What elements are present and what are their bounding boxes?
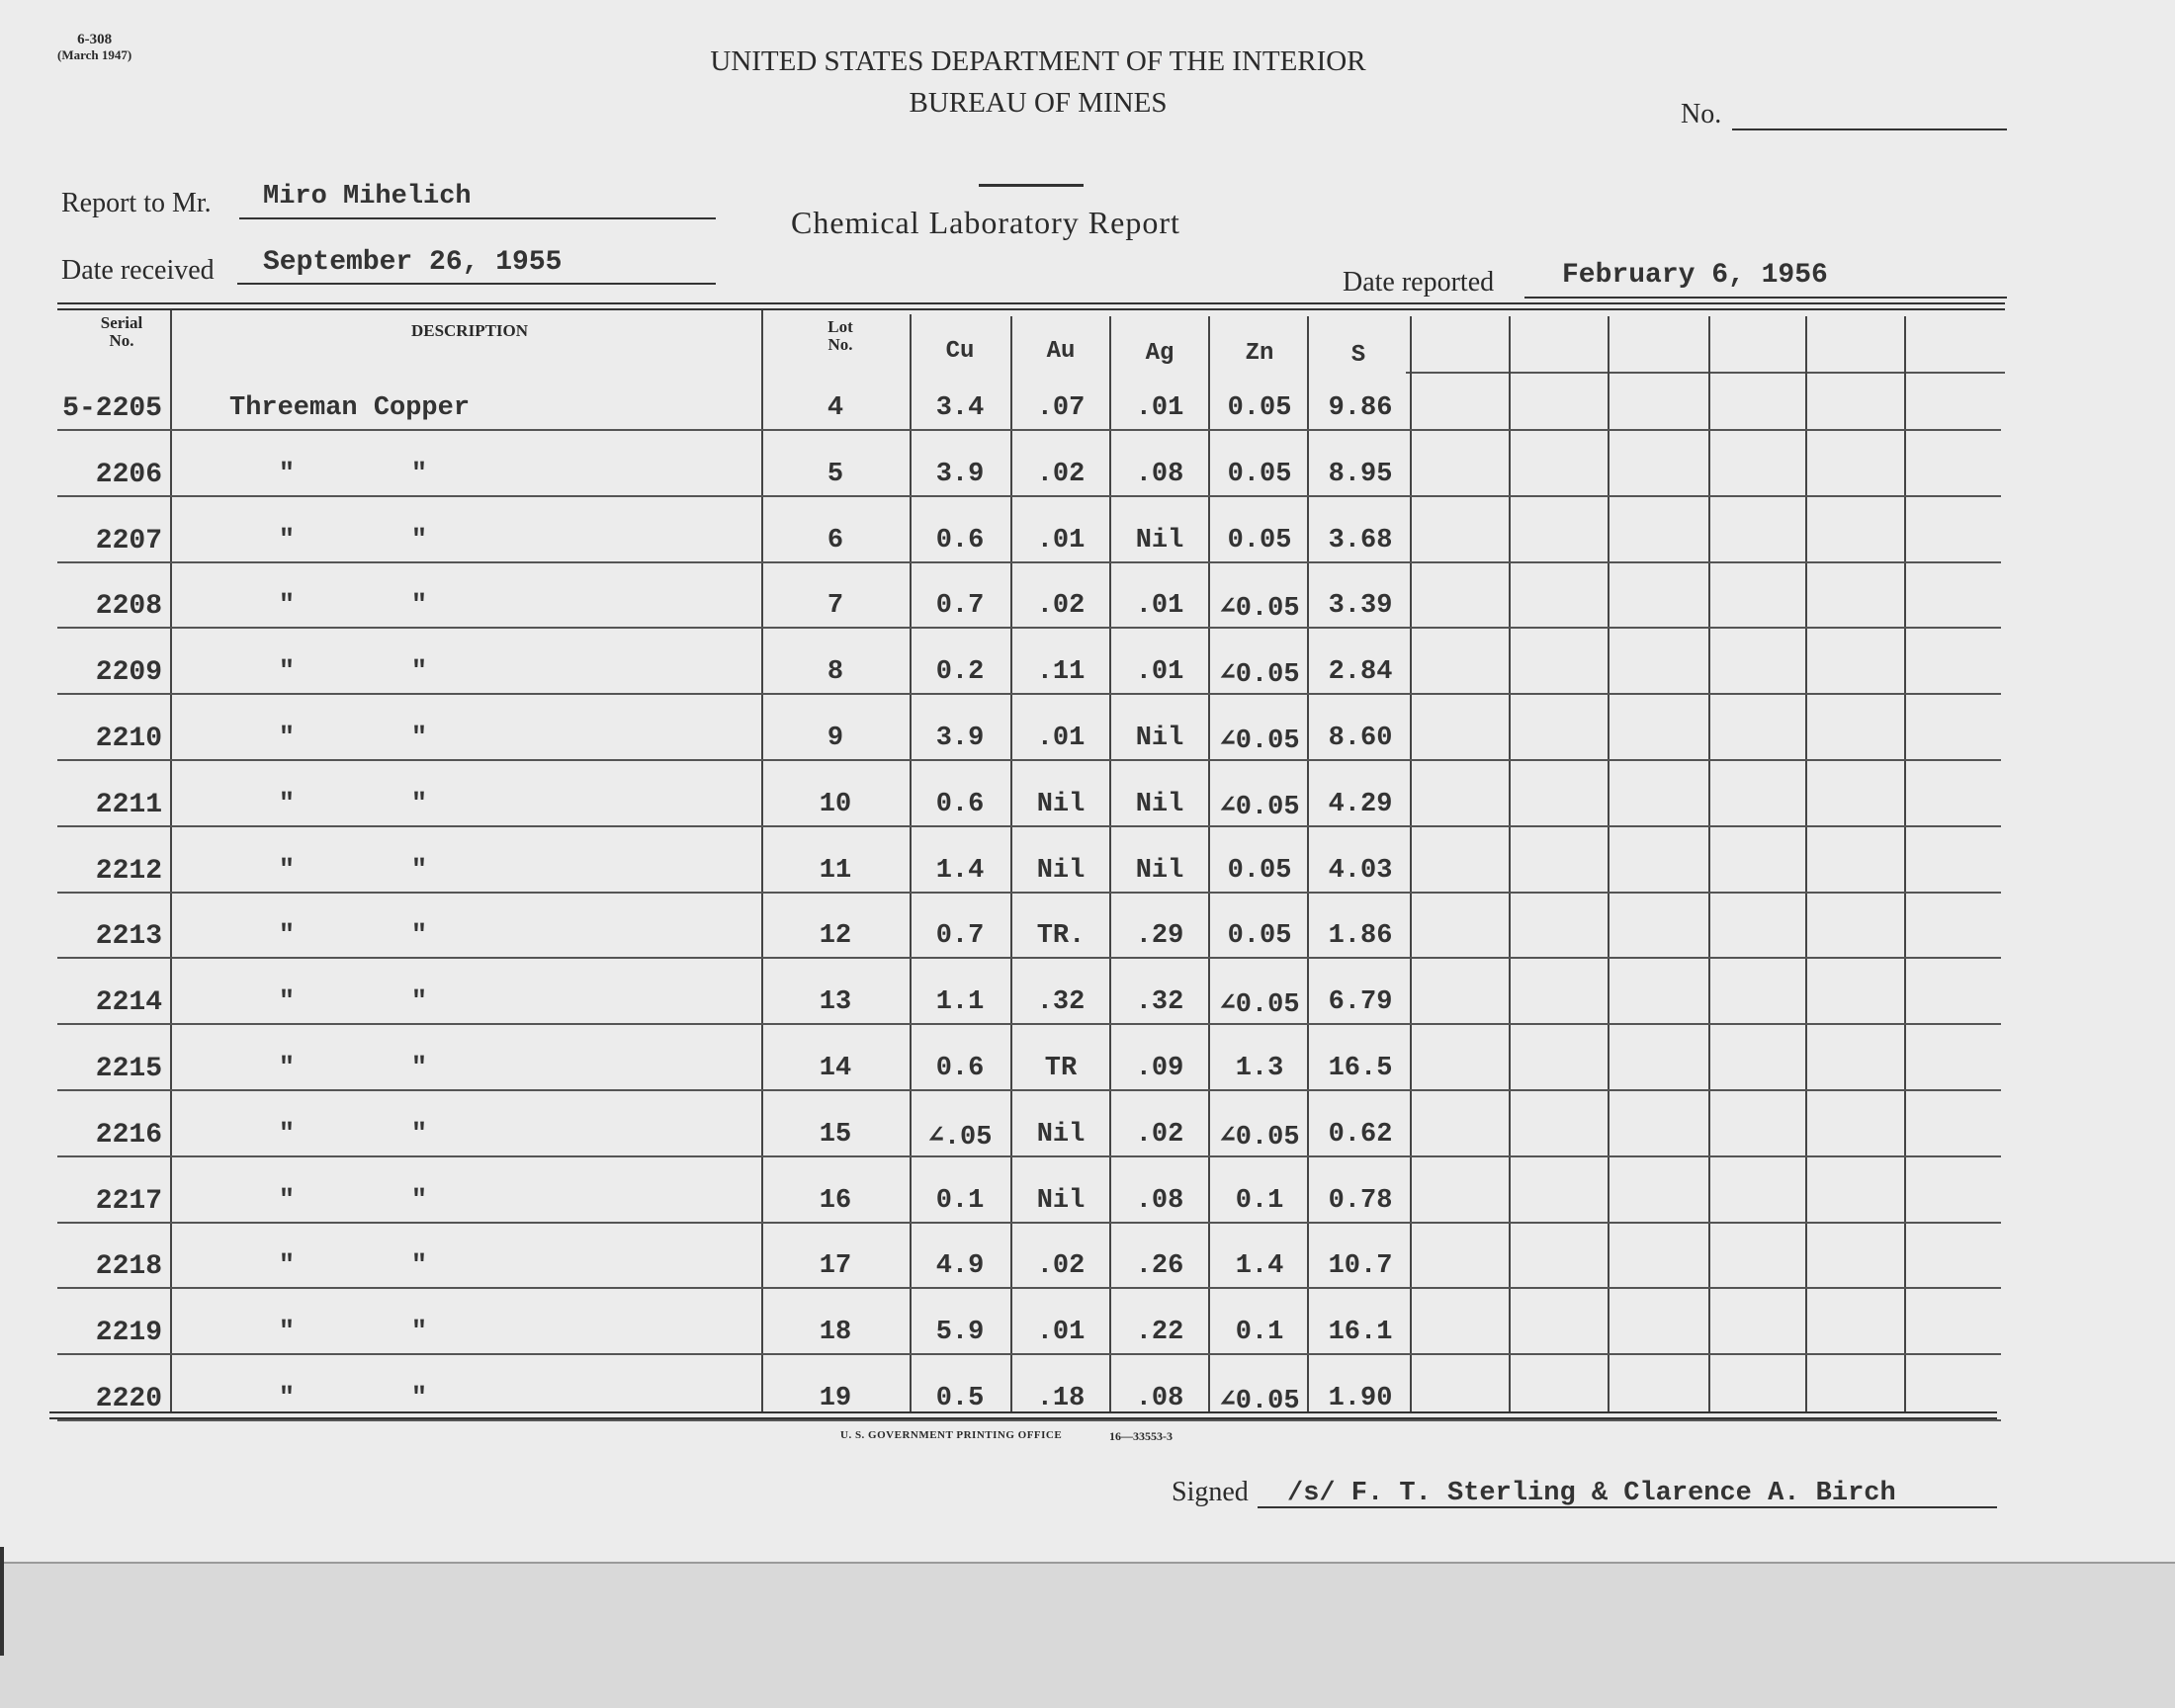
s-cell: 6.79 xyxy=(1328,987,1393,1018)
ditto-mark-left: " xyxy=(278,657,296,688)
cu-cell: 3.9 xyxy=(935,724,985,753)
report-title: Chemical Laboratory Report xyxy=(791,205,1180,240)
form-edition: (March 1947) xyxy=(57,47,132,62)
date-reported-label: Date reported xyxy=(1343,267,1495,298)
date-received-line xyxy=(237,283,716,285)
serial-cell: 5-2205 xyxy=(62,393,162,424)
au-cell: Nil xyxy=(1036,855,1086,886)
cu-header: Cu xyxy=(945,338,975,365)
row-rule xyxy=(57,759,2001,761)
s-cell: 8.95 xyxy=(1328,459,1393,489)
lot-cell: 10 xyxy=(819,789,852,819)
ditto-mark-left: " xyxy=(278,855,296,886)
au-cell: TR. xyxy=(1036,921,1086,952)
cu-cell: ∠.05 xyxy=(927,1122,993,1153)
s-header: S xyxy=(1350,342,1366,369)
au-cell: .11 xyxy=(1036,657,1086,688)
serial-cell: 2214 xyxy=(95,987,162,1019)
serial-cell: 2208 xyxy=(95,591,162,623)
row-rule xyxy=(57,825,2001,827)
zn-cell: ∠0.05 xyxy=(1219,594,1300,625)
ditto-mark-right: " xyxy=(410,789,428,819)
cu-cell: 5.9 xyxy=(935,1318,985,1348)
no-field-line xyxy=(1732,128,2007,130)
signature-value: /s/ F. T. Sterling & Clarence A. Birch xyxy=(1287,1479,1896,1508)
au-cell: TR xyxy=(1044,1054,1078,1083)
ag-cell: .22 xyxy=(1135,1318,1184,1348)
ag-cell: .09 xyxy=(1135,1054,1184,1083)
zn-cell: ∠0.05 xyxy=(1219,1122,1300,1153)
form-number xyxy=(57,32,131,63)
serial-cell: 2209 xyxy=(95,657,162,689)
scan-edge-mark xyxy=(0,1547,4,1656)
serial-cell: 2218 xyxy=(95,1251,162,1283)
au-cell: .02 xyxy=(1036,591,1086,622)
s-cell: 4.29 xyxy=(1328,789,1393,819)
lot-cell: 18 xyxy=(819,1318,852,1348)
form-number-text: 6-308 xyxy=(77,32,113,47)
ditto-mark-right: " xyxy=(410,1251,428,1282)
ditto-mark-right: " xyxy=(410,459,428,489)
lot-cell: 5 xyxy=(826,459,844,489)
header-underline xyxy=(1406,372,2005,374)
description-cell: Threeman Copper xyxy=(229,393,471,423)
row-rule xyxy=(57,1353,2001,1355)
ditto-mark-left: " xyxy=(278,525,296,555)
date-received-value: September 26, 1955 xyxy=(263,247,563,278)
ditto-mark-right: " xyxy=(410,855,428,886)
ditto-mark-right: " xyxy=(410,1185,428,1216)
cu-cell: 0.6 xyxy=(935,525,985,555)
lot-header-line1: Lot xyxy=(827,317,853,336)
row-rule xyxy=(57,1287,2001,1289)
col-divider-blank-3 xyxy=(1708,316,1710,1411)
au-cell: Nil xyxy=(1036,1119,1086,1150)
serial-cell: 2216 xyxy=(95,1119,162,1151)
zn-cell: 1.4 xyxy=(1235,1251,1284,1282)
ditto-mark-left: " xyxy=(278,987,296,1018)
ditto-mark-right: " xyxy=(410,987,428,1018)
ag-cell: Nil xyxy=(1135,789,1184,819)
lot-cell: 13 xyxy=(819,987,852,1018)
row-rule xyxy=(57,957,2001,959)
no-label: No. xyxy=(1681,99,1722,129)
zn-cell: 0.05 xyxy=(1227,921,1292,952)
serial-cell: 2217 xyxy=(95,1185,162,1217)
ditto-mark-left: " xyxy=(278,1119,296,1150)
s-cell: 3.39 xyxy=(1328,591,1393,622)
serial-header-line2: No. xyxy=(109,331,134,350)
au-cell: .32 xyxy=(1036,987,1086,1018)
row-rule xyxy=(57,1023,2001,1025)
row-rule xyxy=(57,627,2001,629)
zn-cell: 0.1 xyxy=(1235,1185,1284,1216)
description-header: DESCRIPTION xyxy=(410,321,529,340)
ag-cell: .01 xyxy=(1135,591,1184,622)
ditto-mark-right: " xyxy=(410,657,428,688)
ditto-mark-right: " xyxy=(410,1119,428,1150)
row-rule xyxy=(57,1155,2001,1157)
au-cell: Nil xyxy=(1036,1185,1086,1216)
ditto-mark-left: " xyxy=(278,921,296,952)
ditto-mark-left: " xyxy=(278,724,296,753)
printing-office: U. S. GOVERNMENT PRINTING OFFICE xyxy=(840,1429,1063,1441)
ag-header: Ag xyxy=(1145,340,1174,367)
cu-cell: 3.9 xyxy=(935,459,985,489)
au-cell: .01 xyxy=(1036,525,1086,555)
ag-cell: .02 xyxy=(1135,1119,1184,1150)
s-cell: 2.84 xyxy=(1328,657,1393,688)
ditto-mark-right: " xyxy=(410,921,428,952)
serial-cell: 2219 xyxy=(95,1318,162,1349)
cu-cell: 1.1 xyxy=(935,987,985,1018)
col-divider-s xyxy=(1410,316,1412,1411)
ditto-mark-right: " xyxy=(410,724,428,753)
lot-cell: 16 xyxy=(819,1185,852,1216)
row-rule xyxy=(57,1419,2001,1421)
report-to-label: Report to Mr. xyxy=(61,188,212,218)
cu-cell: 0.7 xyxy=(935,591,985,622)
print-code: 16—33553-3 xyxy=(1109,1429,1173,1443)
ditto-mark-left: " xyxy=(278,1185,296,1216)
row-rule xyxy=(57,892,2001,894)
s-cell: 1.86 xyxy=(1328,921,1393,952)
s-cell: 0.78 xyxy=(1328,1185,1393,1216)
ditto-mark-right: " xyxy=(410,1384,428,1413)
cu-cell: 0.6 xyxy=(935,1054,985,1083)
au-cell: .02 xyxy=(1036,459,1086,489)
row-rule xyxy=(57,561,2001,563)
s-cell: 1.90 xyxy=(1328,1384,1393,1413)
serial-cell: 2213 xyxy=(95,921,162,953)
s-cell: 9.86 xyxy=(1328,393,1393,423)
col-divider-blank-2 xyxy=(1608,316,1610,1411)
serial-header xyxy=(79,314,164,350)
s-cell: 16.1 xyxy=(1328,1318,1393,1348)
s-cell: 0.62 xyxy=(1328,1119,1393,1150)
row-rule xyxy=(57,495,2001,497)
ag-cell: .08 xyxy=(1135,1185,1184,1216)
s-cell: 8.60 xyxy=(1328,724,1393,753)
lot-cell: 17 xyxy=(819,1251,852,1282)
zn-cell: 0.05 xyxy=(1227,855,1292,886)
s-cell: 4.03 xyxy=(1328,855,1393,886)
signed-label: Signed xyxy=(1172,1477,1249,1507)
ditto-mark-right: " xyxy=(410,525,428,555)
ditto-mark-left: " xyxy=(278,1054,296,1083)
serial-cell: 2206 xyxy=(95,459,162,490)
zn-cell: ∠0.05 xyxy=(1219,726,1300,756)
date-received-label: Date received xyxy=(61,255,215,286)
lot-cell: 14 xyxy=(819,1054,852,1083)
au-cell: .07 xyxy=(1036,393,1086,423)
report-to-value: Miro Mihelich xyxy=(263,182,472,212)
zn-cell: 0.05 xyxy=(1227,393,1292,423)
lot-cell: 19 xyxy=(819,1384,852,1413)
col-divider-blank-1 xyxy=(1509,316,1511,1411)
cu-cell: 3.4 xyxy=(935,393,985,423)
ditto-mark-left: " xyxy=(278,459,296,489)
lot-cell: 11 xyxy=(819,855,852,886)
serial-cell: 2211 xyxy=(95,789,162,820)
lot-cell: 4 xyxy=(826,393,844,423)
lot-cell: 9 xyxy=(826,724,844,753)
au-cell: .01 xyxy=(1036,1318,1086,1348)
ditto-mark-left: " xyxy=(278,1251,296,1282)
lot-header xyxy=(791,318,890,354)
report-to-line xyxy=(239,217,716,219)
date-reported-value: February 6, 1956 xyxy=(1562,260,1828,291)
lot-cell: 7 xyxy=(826,591,844,622)
au-cell: .18 xyxy=(1036,1384,1086,1413)
serial-cell: 2220 xyxy=(95,1384,162,1414)
date-reported-line xyxy=(1524,297,2007,299)
table-top-rule xyxy=(57,302,2005,310)
ag-cell: .08 xyxy=(1135,1384,1184,1413)
lot-header-line2: No. xyxy=(827,335,853,354)
zn-cell: 0.05 xyxy=(1227,525,1292,555)
ag-cell: Nil xyxy=(1135,724,1184,753)
lot-cell: 6 xyxy=(826,525,844,555)
col-divider-serial xyxy=(170,310,172,1411)
lot-cell: 12 xyxy=(819,921,852,952)
cu-cell: 0.5 xyxy=(935,1384,985,1413)
row-rule xyxy=(57,429,2001,431)
zn-cell: 0.1 xyxy=(1235,1318,1284,1348)
serial-cell: 2212 xyxy=(95,855,162,887)
s-cell: 10.7 xyxy=(1328,1251,1393,1282)
s-cell: 3.68 xyxy=(1328,525,1393,555)
serial-header-line1: Serial xyxy=(100,313,143,332)
cu-cell: 4.9 xyxy=(935,1251,985,1282)
ag-cell: Nil xyxy=(1135,855,1184,886)
ag-cell: .32 xyxy=(1135,987,1184,1018)
title-divider xyxy=(979,184,1084,187)
department-heading: UNITED STATES DEPARTMENT OF THE INTERIOR xyxy=(710,45,1366,77)
ag-cell: .01 xyxy=(1135,393,1184,423)
au-header: Au xyxy=(1046,338,1076,365)
serial-cell: 2210 xyxy=(95,724,162,754)
col-divider-blank-4 xyxy=(1805,316,1807,1411)
ditto-mark-right: " xyxy=(410,1054,428,1083)
zn-cell: 0.05 xyxy=(1227,459,1292,489)
ditto-mark-right: " xyxy=(410,591,428,622)
cu-cell: 0.2 xyxy=(935,657,985,688)
zn-cell: ∠0.05 xyxy=(1219,660,1300,691)
row-rule xyxy=(57,693,2001,695)
ag-cell: .26 xyxy=(1135,1251,1184,1282)
s-cell: 16.5 xyxy=(1328,1054,1393,1083)
cu-cell: 1.4 xyxy=(935,855,985,886)
cu-cell: 0.7 xyxy=(935,921,985,952)
cu-cell: 0.6 xyxy=(935,789,985,819)
zn-cell: ∠0.05 xyxy=(1219,1387,1300,1416)
au-cell: .01 xyxy=(1036,724,1086,753)
ditto-mark-right: " xyxy=(410,1318,428,1348)
row-rule xyxy=(57,1089,2001,1091)
lot-cell: 8 xyxy=(826,657,844,688)
ditto-mark-left: " xyxy=(278,1384,296,1413)
ditto-mark-left: " xyxy=(278,789,296,819)
ag-cell: .01 xyxy=(1135,657,1184,688)
au-cell: Nil xyxy=(1036,789,1086,819)
zn-cell: ∠0.05 xyxy=(1219,792,1300,822)
col-divider-description xyxy=(761,310,763,1411)
zn-header: Zn xyxy=(1245,340,1274,367)
zn-cell: ∠0.05 xyxy=(1219,990,1300,1021)
ag-cell: Nil xyxy=(1135,525,1184,555)
cu-cell: 0.1 xyxy=(935,1185,985,1216)
bureau-heading: BUREAU OF MINES xyxy=(909,87,1168,119)
ag-cell: .08 xyxy=(1135,459,1184,489)
ditto-mark-left: " xyxy=(278,1318,296,1348)
ag-cell: .29 xyxy=(1135,921,1184,952)
serial-cell: 2215 xyxy=(95,1054,162,1084)
serial-cell: 2207 xyxy=(95,525,162,556)
zn-cell: 1.3 xyxy=(1235,1054,1284,1083)
au-cell: .02 xyxy=(1036,1251,1086,1282)
lot-cell: 15 xyxy=(819,1119,852,1150)
row-rule xyxy=(57,1222,2001,1224)
ditto-mark-left: " xyxy=(278,591,296,622)
col-divider-blank-5 xyxy=(1904,316,1906,1411)
